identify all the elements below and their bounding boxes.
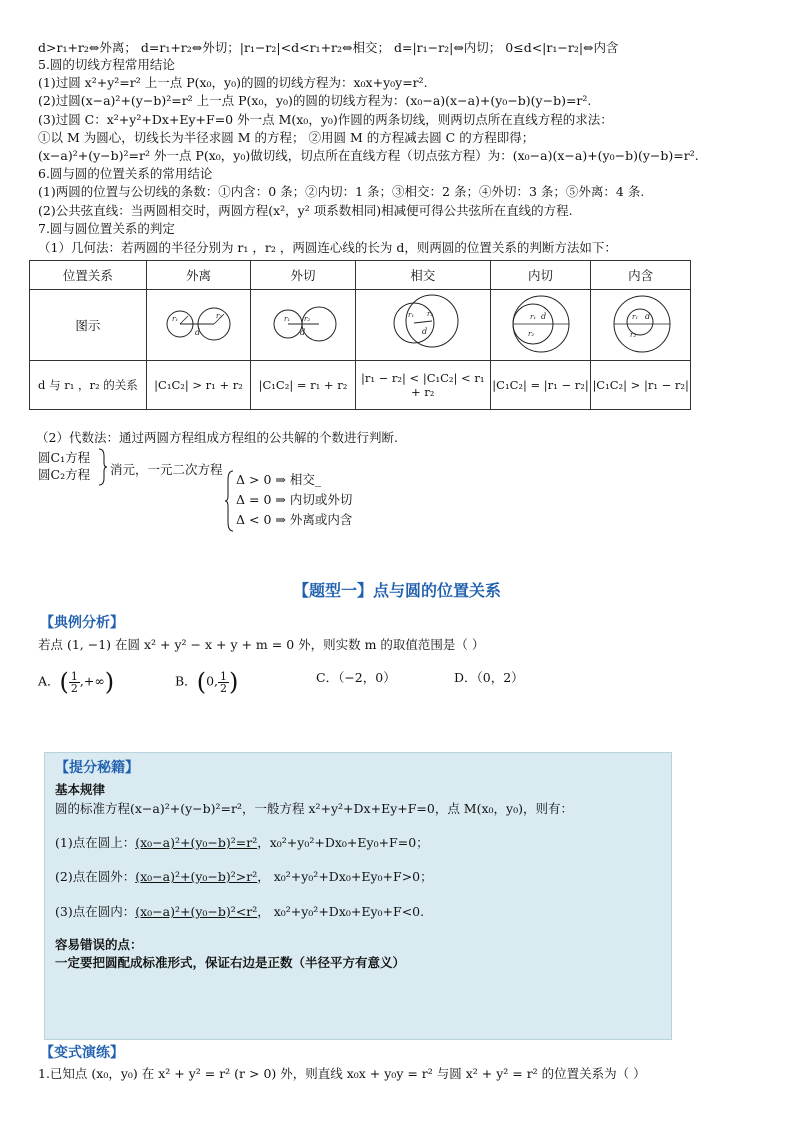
figure-separate — [146, 290, 250, 361]
relation-row-label: d 与 r₁ ，r₂ 的关系 — [30, 361, 147, 410]
geometric-method-intro: （1）几何法：若两圆的半径分别为 r₁ ，r₂ ，两圆连心线的长为 d，则两圆的位置关系的判断方法如下： — [38, 240, 617, 255]
point-outside-circle: (2)点在圆外：(x₀−a)²+(y₀−b)²>r²， x₀²+y₀²+Dx₀+Ey₀+F>0； — [55, 869, 433, 884]
figure-external-tangent — [251, 290, 355, 361]
tangent-rule-3-steps: ①以 M 为圆心，切线长为半径求圆 M 的方程； ②用圆 M 的方程减去圆 C 的方程即得； — [38, 130, 535, 145]
svg-text:r₁: r₁ — [631, 312, 638, 321]
practice-question-1: 1.已知点 (x₀，y₀) 在 x² + y² = r² (r > 0) 外，则直线 x₀x + y₀y = r² 与圆 x² + y² = r² 的位置关系为（ ） — [38, 1066, 646, 1081]
case-tangent: Δ = 0 ⇒ 内切或外切 — [236, 492, 353, 507]
circle-1-equation: 圆C₁方程 — [38, 450, 91, 465]
tips-box — [44, 752, 672, 1040]
tips-tag: 【提分秘籍】 — [55, 760, 139, 776]
relation-cell: |C₁C₂| > |r₁ − r₂| — [591, 361, 691, 410]
table-header-cell: 外离 — [146, 261, 250, 290]
svg-text:r₂: r₂ — [527, 329, 534, 338]
option-d[interactable]: D．（0，2） — [454, 670, 524, 685]
intersecting-circles-diagram — [368, 291, 478, 357]
separate-circles-diagram — [154, 292, 244, 356]
practice-tag: 【变式演练】 — [40, 1045, 124, 1061]
case-apart: Δ < 0 ⇒ 外离或内含 — [236, 512, 353, 527]
section-6-title: 6.圆与圆的位置关系的常用结论 — [38, 166, 213, 181]
elimination-step: 消元，一元二次方程 — [110, 462, 223, 477]
relation-summary-line: d>r₁+r₂⇔外离； d=r₁+r₂⇔外切；|r₁−r₂|<d<r₁+r₂⇔相交； d=|r₁−r₂|⇔内切； 0≤d<|r₁−r₂|⇔内含 — [38, 40, 619, 55]
figure-contained — [591, 290, 691, 361]
algebraic-method-intro: （2）代数法：通过两圆方程组成方程组的公共解的个数进行判断. — [36, 430, 398, 445]
relation-cell: |C₁C₂| > r₁ + r₂ — [146, 361, 250, 410]
example-question: 若点 (1, −1) 在圆 x² + y² − x + y + m = 0 外，则实数 m 的取值范围是（ ） — [38, 637, 485, 652]
table-header-cell: 相交 — [355, 261, 490, 290]
svg-text:d: d — [299, 327, 306, 337]
table-header-cell: 内含 — [591, 261, 691, 290]
table-header-cell: 位置关系 — [30, 261, 147, 290]
mistake-text: 一定要把圆配成标准形式，保证右边是正数（半径平方有意义） — [55, 955, 406, 970]
chord-of-contact-rule: (x−a)²+(y−b)²=r² 外一点 P(x₀，y₀)做切线，切点所在直线方程（切点弦方程）为：(x₀−a)(x−a)+(y₀−b)(y−b)=r². — [38, 148, 699, 163]
example-tag: 【典例分析】 — [40, 615, 124, 631]
table-header-cell: 内切 — [490, 261, 591, 290]
figure-intersecting — [355, 290, 490, 361]
contained-circles-diagram — [596, 291, 686, 357]
relation-cell: |r₁ − r₂| < |C₁C₂| < r₁ + r₂ — [355, 361, 490, 410]
case-intersecting: Δ > 0 ⇒ 相交_ — [236, 472, 322, 487]
figure-row-label: 图示 — [30, 290, 147, 361]
svg-text:d: d — [644, 311, 650, 321]
table-header-cell: 外切 — [251, 261, 355, 290]
discriminant-cases — [236, 470, 352, 530]
tangent-rule-3: (3)过圆 C：x²+y²+Dx+Ey+F=0 外一点 M(x₀，y₀)作圆的两条切线，则两切点所在直线方程的求法： — [38, 112, 613, 127]
tangent-rule-1: (1)过圆 x²+y²=r² 上一点 P(x₀，y₀)的圆的切线方程为：x₀x+y₀y=r². — [38, 75, 428, 90]
svg-text:r₂: r₂ — [629, 330, 636, 339]
svg-text:r₁: r₁ — [171, 314, 178, 323]
svg-text:d: d — [421, 326, 427, 336]
svg-text:d: d — [194, 327, 200, 337]
section-7-title: 7.圆与圆位置关系的判定 — [38, 221, 175, 236]
internally-tangent-diagram — [496, 291, 586, 357]
section-title: 【题型一】点与圆的位置关系 — [292, 581, 501, 600]
svg-text:r₁: r₁ — [283, 314, 291, 323]
tangent-rule-2: (2)过圆(x−a)²+(y−b)²=r² 上一点 P(x₀，y₀)的圆的切线方程为：(x₀−a)(x−a)+(y₀−b)(y−b)=r². — [38, 93, 592, 108]
circle-2-equation: 圆C₂方程 — [38, 467, 91, 482]
right-brace-icon — [98, 448, 108, 486]
relation-cell: |C₁C₂| = r₁ + r₂ — [251, 361, 355, 410]
mistake-title: 容易错误的点： — [55, 937, 143, 952]
svg-text:r₂: r₂ — [426, 309, 433, 318]
point-inside-circle: (3)点在圆内：(x₀−a)²+(y₀−b)²<r²， x₀²+y₀²+Dx₀+Ey₀+F<0. — [55, 904, 425, 919]
option-b[interactable]: B．(0, $\frac{1}{2}$ ) — [175, 668, 239, 696]
svg-text:r₁: r₁ — [529, 312, 536, 321]
left-brace-icon — [224, 470, 234, 532]
figure-internal-tangent — [490, 290, 591, 361]
externally-tangent-diagram — [258, 292, 348, 356]
relation-cell: |C₁C₂| = |r₁ − r₂| — [490, 361, 591, 410]
svg-text:r₂: r₂ — [303, 314, 311, 323]
svg-text:d: d — [540, 311, 546, 321]
point-on-circle: (1)点在圆上：(x₀−a)²+(y₀−b)²=r²，x₀²+y₀²+Dx₀+Ey₀+F=0； — [55, 835, 429, 850]
section-5-title: 5.圆的切线方程常用结论 — [38, 57, 175, 72]
option-a[interactable]: A．( $\frac{1}{2}$ ,+∞) — [38, 668, 115, 696]
circle-relation-table — [29, 260, 691, 410]
svg-text:r₂: r₂ — [215, 311, 222, 320]
rule-title: 基本规律 — [55, 782, 106, 797]
option-c[interactable]: C．（−2，0） — [316, 670, 396, 685]
rule-intro: 圆的标准方程(x−a)²+(y−b)²=r²，一般方程 x²+y²+Dx+Ey+F=0，点 M(x₀，y₀)，则有： — [55, 801, 573, 816]
svg-text:r₁: r₁ — [407, 310, 414, 319]
common-tangent-count: (1)两圆的位置与公切线的条数：①内含：0 条；②内切：1 条；③相交：2 条；④外切：3 条；⑤外离：4 条. — [38, 184, 645, 199]
circle-equations — [38, 449, 90, 483]
common-chord-rule: (2)公共弦直线：当两圆相交时，两圆方程(x²，y² 项系数相同)相减便可得公共弦所在直线的方程. — [38, 203, 573, 218]
